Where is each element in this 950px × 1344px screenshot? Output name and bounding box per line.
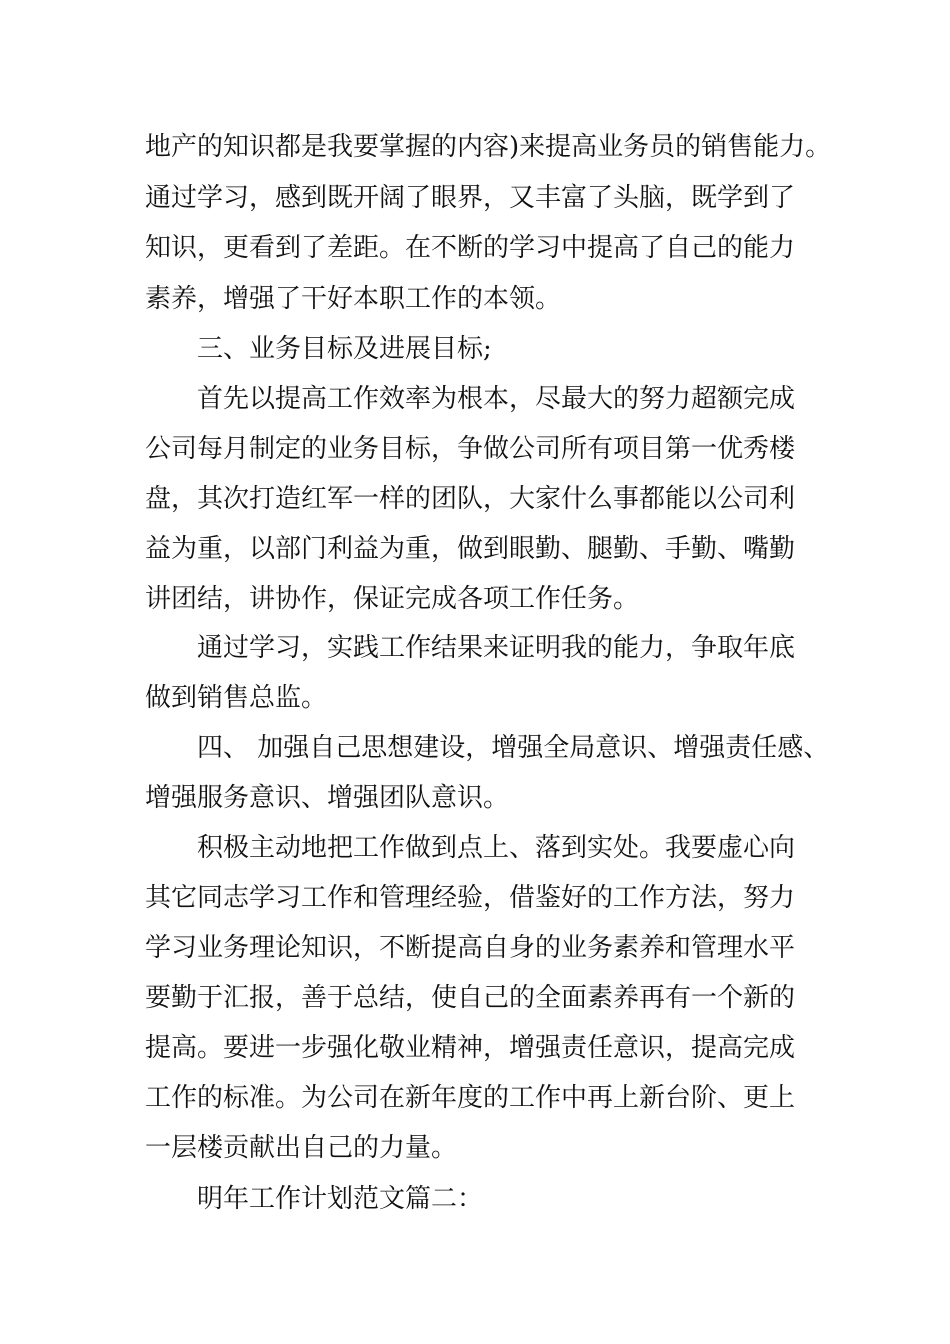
text-line: 地产的知识都是我要掌握的内容)来提高业务员的销售能力。 bbox=[145, 132, 832, 162]
text-line: 益为重，以部门利益为重，做到眼勤、腿勤、手勤、嘴勤 bbox=[145, 534, 796, 564]
section-heading: 明年工作计划范文篇二： bbox=[197, 1184, 484, 1214]
section-heading: 三、业务目标及进展目标; bbox=[197, 334, 492, 364]
text-line: 学习业务理论知识，不断提高自身的业务素养和管理水平 bbox=[145, 933, 796, 963]
text-line: 一层楼贡献出自己的力量。 bbox=[145, 1133, 458, 1163]
text-line: 讲团结，讲协作，保证完成各项工作任务。 bbox=[145, 584, 640, 614]
text-line: 首先以提高工作效率为根本，尽最大的努力超额完成 bbox=[197, 384, 796, 414]
text-line: 素养，增强了干好本职工作的本领。 bbox=[145, 284, 562, 314]
text-line: 通过学习，实践工作结果来证明我的能力，争取年底 bbox=[197, 633, 796, 663]
text-line: 工作的标准。为公司在新年度的工作中再上新台阶、更上 bbox=[145, 1083, 796, 1113]
section-heading: 四、 加强自己思想建设，增强全局意识、增强责任感、 bbox=[197, 733, 830, 763]
text-line: 知识，更看到了差距。在不断的学习中提高了自己的能力 bbox=[145, 233, 796, 263]
text-line: 提高。要进一步强化敬业精神，增强责任意识，提高完成 bbox=[145, 1033, 796, 1063]
text-line: 其它同志学习工作和管理经验，借鉴好的工作方法，努力 bbox=[145, 883, 796, 913]
text-line: 积极主动地把工作做到点上、落到实处。我要虚心向 bbox=[197, 833, 796, 863]
text-line: 通过学习，感到既开阔了眼界，又丰富了头脑，既学到了 bbox=[145, 183, 796, 213]
text-line: 盘，其次打造红军一样的团队，大家什么事都能以公司利 bbox=[145, 484, 796, 514]
text-line: 做到销售总监。 bbox=[145, 683, 328, 713]
text-line: 公司每月制定的业务目标，争做公司所有项目第一优秀楼 bbox=[145, 434, 796, 464]
text-line: 增强服务意识、增强团队意识。 bbox=[145, 783, 510, 813]
text-line: 要勤于汇报，善于总结，使自己的全面素养再有一个新的 bbox=[145, 983, 796, 1013]
